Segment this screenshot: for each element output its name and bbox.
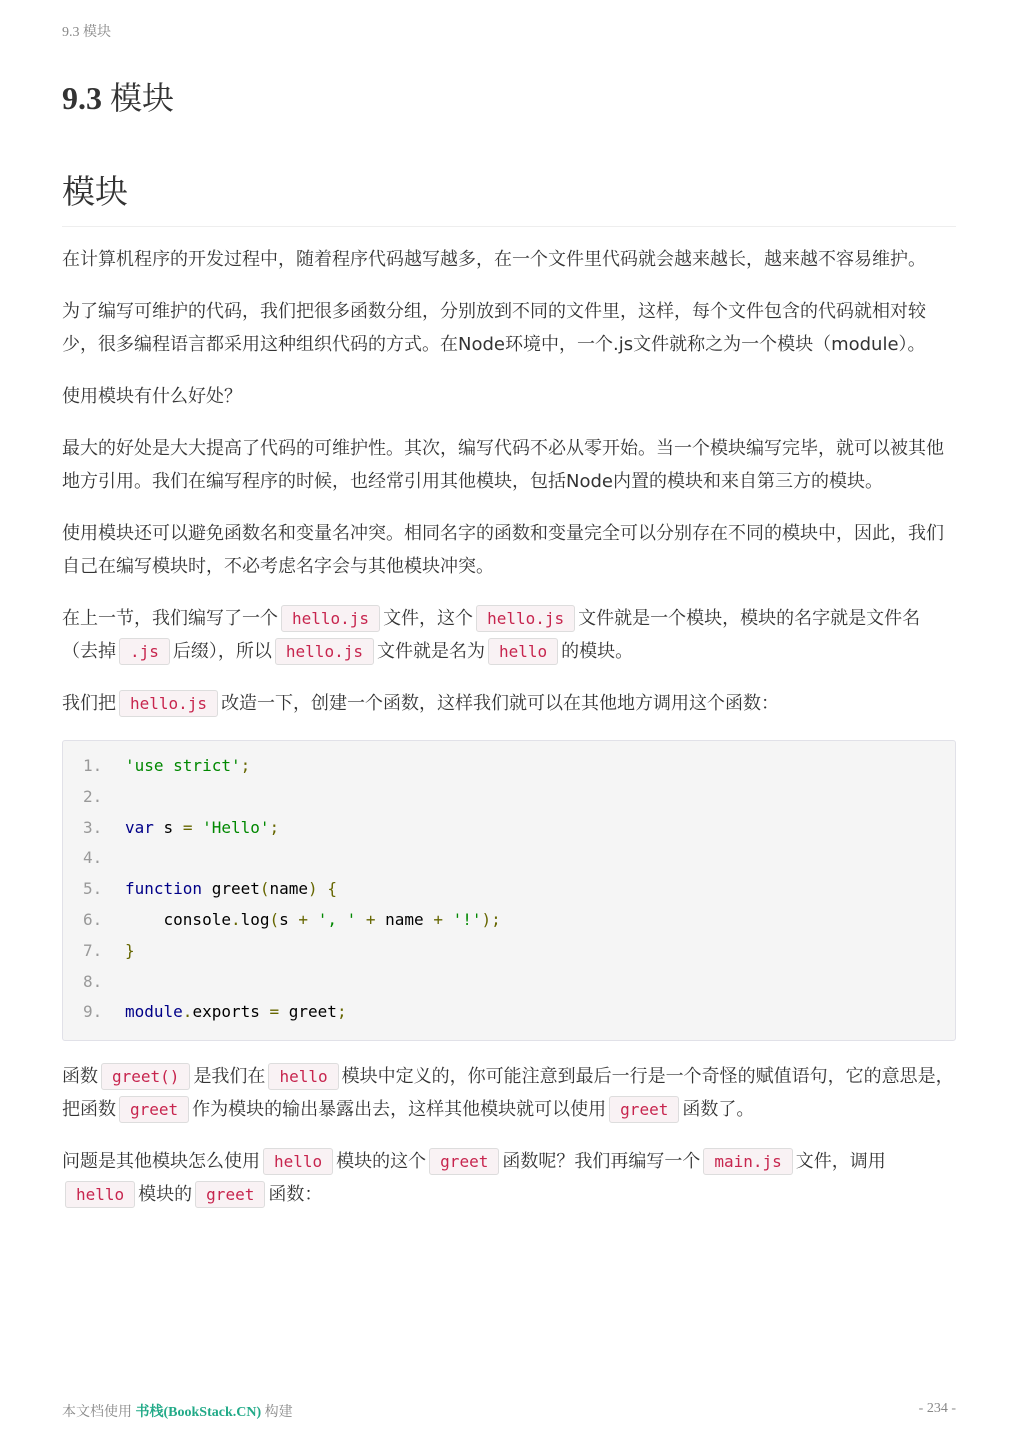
code-token <box>192 818 202 837</box>
code-token <box>318 879 328 898</box>
footer-credit <box>62 1401 293 1421</box>
code-text <box>125 813 279 844</box>
code-line <box>83 813 935 844</box>
inline-code: hello.js <box>476 605 575 632</box>
code-token: { <box>327 879 337 899</box>
line-number: 5. <box>83 879 103 899</box>
code-token: 'use strict' <box>125 756 241 775</box>
code-block <box>62 740 956 1041</box>
code-token: = <box>182 817 193 837</box>
code-token: ( <box>269 909 280 929</box>
code-line <box>83 751 935 782</box>
inline-code: .js <box>119 638 170 665</box>
code-line <box>83 874 935 905</box>
code-line <box>83 782 935 813</box>
line-number: 1. <box>83 756 103 775</box>
code-token: s <box>153 817 183 837</box>
footer-suffix: 构建 <box>264 1405 293 1420</box>
code-token <box>443 910 453 929</box>
code-token: greet <box>279 1002 337 1022</box>
line-number: 7. <box>83 940 103 960</box>
code-text <box>125 997 347 1028</box>
code-text <box>125 751 250 782</box>
line-number: 9. <box>83 1002 103 1022</box>
text-fragment: 后缀），所以 <box>172 641 272 662</box>
inline-code: hello.js <box>275 638 374 665</box>
code-token: name <box>375 909 434 929</box>
text-fragment: 模块的这个 <box>336 1151 427 1173</box>
code-token: name <box>269 879 309 899</box>
code-token: . <box>182 1002 193 1022</box>
paragraph-question: 使用模块有什么好处？ <box>62 386 242 407</box>
code-text <box>125 936 135 967</box>
paragraph-maintainable: 为了编写可维护的代码，我们把很多函数分组，分别放到不同的文件里，这样，每个文件包含的代码就相对较少，很多编程语言都采用这种组织代码的方式。在Node环境中，一个.js文件就称之为一个模块（module）。 <box>62 301 926 355</box>
paragraph-refactor <box>62 687 956 720</box>
code-token: exports <box>192 1002 270 1022</box>
code-token: ; <box>336 1002 347 1022</box>
inline-code: greet <box>429 1148 499 1175</box>
text-fragment: 模块中定义的，你可能注意到最后一行是一个奇怪的赋值语句，它的意思是，把函数 <box>62 1066 954 1121</box>
code-token: var <box>125 817 154 837</box>
text-fragment: 文件，这个 <box>383 608 474 629</box>
code-token: + <box>433 909 443 929</box>
inline-code: hello <box>488 638 558 665</box>
text-fragment: 函数呢？我们再编写一个 <box>502 1151 701 1173</box>
inline-code: hello <box>268 1063 338 1090</box>
page-number: - 234 - <box>918 1401 956 1416</box>
code-text <box>125 905 501 936</box>
code-token: } <box>125 940 135 960</box>
text-fragment: 的模块。 <box>561 641 634 662</box>
code-token: log <box>240 909 270 929</box>
code-token: module <box>125 1002 183 1022</box>
line-number: 2. <box>83 786 103 806</box>
inline-code: greet() <box>101 1063 190 1090</box>
code-line <box>83 905 935 936</box>
code-token <box>308 910 318 929</box>
text-fragment: 改造一下，创建一个函数，这样我们就可以在其他地方调用这个函数： <box>221 693 780 714</box>
code-token: '!' <box>452 909 482 929</box>
code-text <box>125 874 337 905</box>
chapter-title <box>62 76 174 120</box>
text-fragment: 在上一节，我们编写了一个 <box>62 608 278 629</box>
code-token: function <box>125 879 203 899</box>
text-fragment: 是我们在 <box>193 1066 266 1088</box>
paragraph-greet-explained <box>62 1060 956 1126</box>
inline-code: main.js <box>703 1148 792 1175</box>
section-title: 模块 <box>62 170 956 227</box>
text-fragment: 文件就是名为 <box>376 641 485 662</box>
paragraph-intro: 在计算机程序的开发过程中，随着程序代码越写越多，在一个文件里代码就会越来越长，越来越不容易维护。 <box>62 249 926 270</box>
text-fragment: 文件就是一个模块，模块的名字就是文件名（去掉 <box>62 608 921 662</box>
running-header: 9.3 模块 <box>62 25 111 40</box>
inline-code: greet <box>119 1096 189 1123</box>
inline-code: hello <box>263 1148 333 1175</box>
inline-code: greet <box>195 1181 265 1208</box>
inline-code: hello.js <box>281 605 380 632</box>
code-token: + <box>365 909 376 929</box>
code-token: console <box>125 909 231 929</box>
code-line <box>83 936 935 967</box>
code-line <box>83 967 935 998</box>
inline-code: hello.js <box>119 690 218 717</box>
code-token: greet <box>202 879 260 899</box>
line-number: 3. <box>83 817 103 837</box>
text-fragment: 我们把 <box>62 693 116 714</box>
code-token: ) <box>308 879 318 899</box>
paragraph-how-to-use <box>62 1145 956 1211</box>
text-fragment: 作为模块的输出暴露出去，这样其他模块就可以使用 <box>192 1099 607 1121</box>
paragraph-hello-module <box>62 602 956 668</box>
code-token <box>356 910 366 929</box>
inline-code: greet <box>609 1096 679 1123</box>
code-token: ', ' <box>317 909 357 929</box>
code-token: ; <box>240 756 251 775</box>
text-fragment: 函数 <box>62 1066 98 1088</box>
line-number: 8. <box>83 971 103 991</box>
footer-prefix: 本文档使用 <box>62 1405 132 1420</box>
code-token: ( <box>259 879 270 899</box>
paragraph-benefits: 最大的好处是大大提高了代码的可维护性。其次，编写代码不必从零开始。当一个模块编写完毕，就可以被其他地方引用。我们在编写程序的时候，也经常引用其他模块，包括Node内置的模块和来自第三方的模块。 <box>62 438 944 492</box>
inline-code: hello <box>65 1181 135 1208</box>
code-token: s <box>279 909 299 929</box>
text-fragment: 文件，调用 <box>795 1151 886 1173</box>
chapter-number: 9.3 <box>62 80 102 116</box>
code-token: 'Hello' <box>202 817 270 837</box>
code-token: ; <box>269 817 280 837</box>
line-number: 4. <box>83 848 103 868</box>
code-token: . <box>230 909 241 929</box>
chapter-title-text: 模块 <box>110 80 175 116</box>
text-fragment: 函数了。 <box>682 1099 755 1121</box>
line-number: 6. <box>83 909 103 929</box>
bookstack-link[interactable]: 书栈(BookStack.CN) <box>135 1405 262 1420</box>
article-body <box>62 243 956 1230</box>
code-line <box>83 997 935 1028</box>
code-token: + <box>298 909 309 929</box>
text-fragment: 模块的 <box>138 1184 193 1206</box>
paragraph-naming-conflicts: 使用模块还可以避免函数名和变量名冲突。相同名字的函数和变量完全可以分别存在不同的模块中，因此，我们自己在编写模块时，不必考虑名字会与其他模块冲突。 <box>62 523 944 577</box>
code-token: ); <box>481 909 501 929</box>
code-line <box>83 843 935 874</box>
code-token: = <box>269 1002 280 1022</box>
text-fragment: 问题是其他模块怎么使用 <box>62 1151 260 1173</box>
text-fragment: 函数： <box>268 1184 323 1206</box>
